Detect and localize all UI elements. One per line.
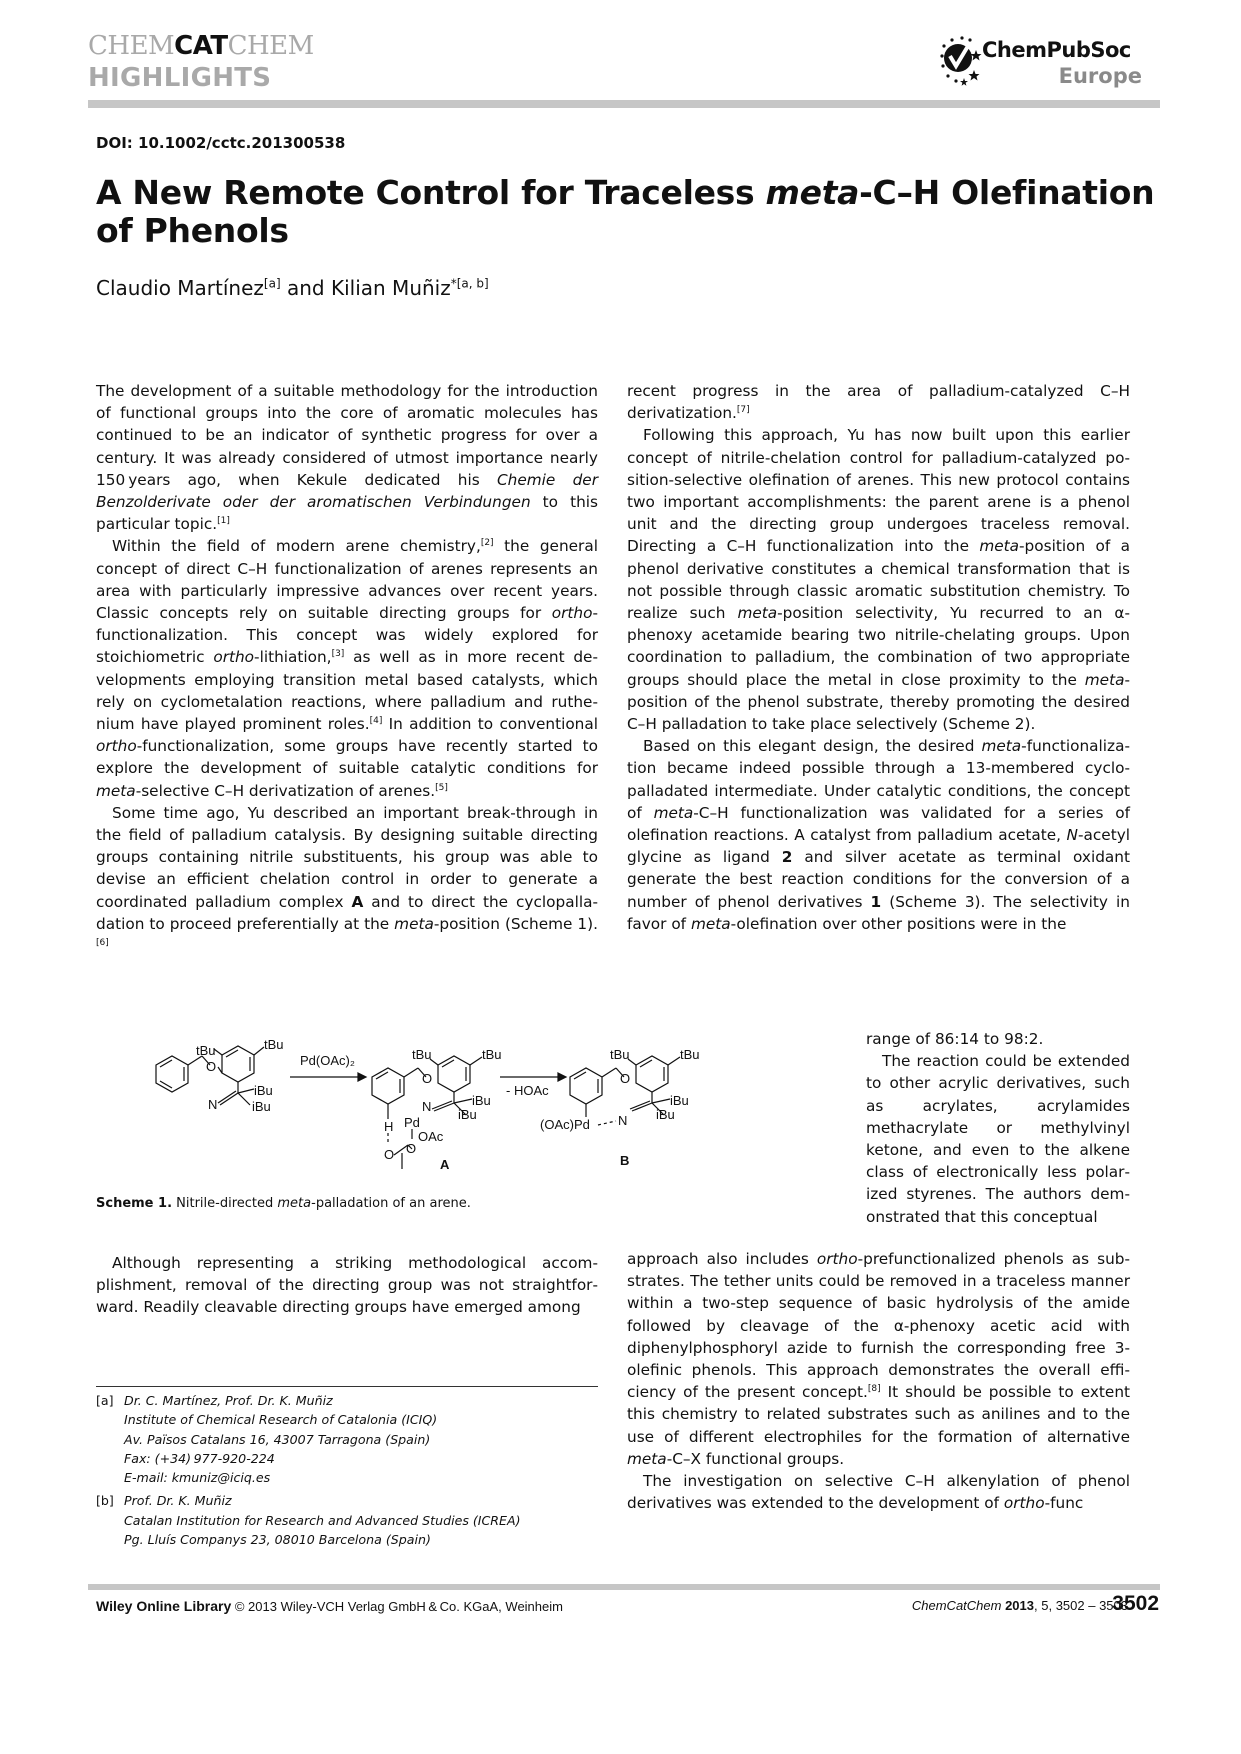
footnote-line: Dr. C. Martínez, Prof. Dr. K. Muñiz: [124, 1393, 333, 1408]
paragraph-r3-end: range of 86:14 to 98:2.: [866, 1030, 1044, 1048]
svg-text:N: N: [618, 1113, 628, 1128]
right-column: [627, 380, 1130, 935]
paragraph-1: [96, 380, 598, 535]
italic-term: ortho: [816, 1250, 858, 1268]
author-2: Kilian Muñiz: [330, 276, 451, 300]
chempubsoc-logo: [940, 34, 1160, 90]
svg-text:tBu: tBu: [482, 1047, 502, 1062]
text: -prefunctionalized phenols as substrates. The tether units could be removed in a traceless manner within a two-step sequence of basic hydrolysis of the amide followed by cleavage of the α-phenoxy acetic acid with diphenylphosphoryl azide to furnish the corresponding free 3-olefinic phenols. This approach demonstrates the overall efficiency of the present concept.: [627, 1250, 1130, 1402]
footnote-line: Catalan Institution for Research and Advanced Studies (ICREA): [124, 1512, 521, 1528]
text: Following this approach, Yu has now built upon this earlier concept of nitrile-chelation control for palladium-catalyzed position-selective olefination of arenes. This new protocol contains two important accomplishments: the parent arene is a phenol unit and the directing group undergoes traceless removal. Directing a C–H functionalization into the: [627, 426, 1130, 556]
text: approach also includes: [627, 1250, 817, 1268]
book-title: Chemie der Benzolderivate oder der aromatischen Verbindungen: [96, 470, 599, 512]
paragraph-2: [96, 535, 598, 801]
author-1-affiliation: [a]: [263, 276, 281, 291]
copyright-text: © 2013 Wiley-VCH Verlag GmbH & Co. KGaA, Weinheim: [231, 1599, 563, 1614]
logo-text-europe: Europe: [1058, 64, 1142, 88]
text: -functionalization. This concept was widely explored for stoichiometric: [96, 604, 598, 667]
label-tbu: tBu: [264, 1037, 284, 1052]
header-divider: [88, 100, 1160, 108]
svg-text:O: O: [422, 1071, 433, 1086]
volume-pages: , 5, 3502 – 3503: [1034, 1598, 1128, 1613]
compound-A-label: A: [440, 1157, 450, 1172]
reaction-scheme: [150, 1035, 790, 1185]
journal-suffix: CHEM: [227, 31, 314, 61]
paragraph-r1: [627, 380, 1130, 424]
svg-text:H: H: [384, 1119, 394, 1134]
page-number: 3502: [1112, 1592, 1159, 1615]
compound-number: 2: [781, 848, 793, 867]
text: The development of a suitable methodology for the introduction of functional groups into the core of aromatic molecules has continued to be an indicator of synthetic progress for over a century. It was already considered of utmost importance nearly 150 years ago, when Kekule dedicated his: [96, 382, 598, 489]
text: -position (Scheme 1).: [433, 914, 598, 933]
text: -func: [1044, 1494, 1084, 1513]
text: Some time ago, Yu described an important break-through in the field of palladium catalysis. By designing suitable directing groups containing nitrile substituents, his group was able to devise an efficient chelation control in order to generate a coordinated palladium complex: [96, 803, 598, 911]
italic-term: meta: [627, 1449, 667, 1468]
text: (Scheme 3). The selectivity in favor of: [627, 892, 1130, 933]
italic-term: meta: [653, 803, 694, 822]
paragraph-3: [96, 802, 598, 957]
byproduct-label: - HOAc: [506, 1083, 549, 1098]
paragraph-r4-start: The reaction could be extended to other acrylic derivatives, such as acrylates, acrylamides methacrylate or methylvinyl ketone, and even to the alkene class of electronically less polarized styrenes. The authors demonstrated that this conceptual: [866, 1052, 1130, 1226]
text: -C–H functionalization was validated for a series of olefination reactions. A catalyst from palladium acetate,: [627, 803, 1131, 845]
title-part2: -C–H Olefination of Phenols: [96, 173, 1155, 250]
journal-abbrev: ChemCatChem: [911, 1598, 1002, 1613]
text: -palladation of an arene.: [311, 1196, 471, 1211]
text: the general concept of direct C–H functionalization of arenes represents an area with particularly impressive advances over recent years. Classic concepts rely on suitable directing groups for: [96, 537, 598, 623]
reference-link[interactable]: [4]: [369, 716, 383, 727]
italic-term: meta: [277, 1196, 312, 1211]
footnote-line: Av. Països Catalans 16, 43007 Tarragona (Spain): [124, 1431, 431, 1447]
footnote-tag: [b]: [96, 1493, 114, 1509]
logo-text-chempubsoc: ChemPubSoc: [982, 38, 1131, 62]
footnote-email[interactable]: E-mail: kmuniz@iciq.es: [124, 1470, 271, 1486]
svg-text:iBu: iBu: [656, 1107, 675, 1122]
title-part1: A New Remote Control for Traceless: [96, 173, 766, 212]
svg-text:tBu: tBu: [412, 1047, 432, 1062]
scheme-1-caption: [96, 1196, 471, 1211]
author-list: [96, 276, 489, 300]
scheme-1-figure: [150, 1035, 790, 1185]
svg-text:N: N: [208, 1097, 218, 1112]
text: Nitrile-directed: [172, 1196, 278, 1211]
svg-text:O: O: [406, 1141, 417, 1156]
italic-term: N: [1066, 826, 1078, 845]
svg-text:O: O: [384, 1147, 395, 1162]
svg-text:tBu: tBu: [680, 1047, 700, 1062]
text: -functionalization, some groups have recently started to explore the development of suitable catalytic conditions for: [96, 737, 598, 778]
right-column-lower: [627, 1248, 1130, 1514]
italic-term: ortho: [213, 648, 255, 667]
reference-link[interactable]: [5]: [435, 782, 448, 793]
italic-term: meta: [1084, 670, 1125, 689]
footnote-line: Institute of Chemical Research of Catalonia (ICIQ): [124, 1412, 438, 1428]
svg-text:iBu: iBu: [254, 1083, 273, 1098]
text: The investigation on selective C–H alkenylation of phenol derivatives was extended to the development of: [627, 1472, 1130, 1513]
text: as well as in more recent developments employing transition metal based catalysts, which rely on cyclometalation reactions, where palladium and ruthenium have played prominent roles.: [96, 648, 598, 734]
text: -olefination over other positions were in the: [730, 914, 1067, 933]
doi: DOI: 10.1002/cctc.201300538: [96, 134, 346, 152]
footnote-line: Prof. Dr. K. Muñiz: [124, 1493, 232, 1509]
text: In addition to conventional: [382, 715, 598, 734]
footer-divider: [88, 1584, 1160, 1590]
text: -acetyl glycine as ligand: [627, 826, 1130, 867]
text: and silver acetate as terminal oxidant generate the best reaction conditions for the conversion of a number of phenol derivatives: [627, 848, 1130, 911]
footer-citation: [912, 1598, 1128, 1613]
svg-text:iBu: iBu: [252, 1099, 271, 1114]
label-tbu: tBu: [196, 1043, 216, 1058]
footnote-b: [96, 1491, 616, 1549]
reference-link[interactable]: [7]: [736, 405, 750, 416]
reagent-label: Pd(OAc)₂: [300, 1053, 355, 1068]
italic-term: meta: [96, 781, 136, 800]
text: -position of a phenol derivative constitutes a chemical transformation that is not possible through classic aromatic substitution chemistry. To realize such: [627, 537, 1130, 623]
svg-text:O: O: [620, 1071, 631, 1086]
svg-text:OAc: OAc: [418, 1129, 444, 1144]
text: and to direct the cyclopalladation to proceed preferentially at the: [96, 892, 598, 933]
footer-copyright: [96, 1598, 563, 1614]
text: -position selectivity, Yu recurred to an α-phenoxy acetamide bearing two nitrile-chelating groups. Upon coordination to palladium, the combination of two appropriate groups should place the metal in close proximity to the: [627, 604, 1130, 689]
article-title: [96, 174, 1156, 250]
footnote-line: Fax: (+34) 977-920-224: [124, 1450, 275, 1466]
paragraph-r5: [627, 1470, 1130, 1514]
text: -functionalization became indeed possible through a 13-membered cyclopalladated intermediate. Under catalytic conditions, the concept of: [627, 737, 1130, 822]
text: It should be possible to extent this chemistry to related substrates such as anilines and to the use of different electrophiles for the formation of alternative: [627, 1383, 1131, 1446]
text: to this particular topic.: [96, 493, 598, 534]
reference-link[interactable]: [8]: [867, 1384, 881, 1395]
text: -lithiation,: [254, 648, 332, 667]
text: Within the field of modern arene chemistry,: [112, 537, 481, 556]
text: recent progress in the area of palladium-catalyzed C–H derivatization.: [627, 382, 1130, 423]
svg-text:N: N: [422, 1099, 432, 1114]
text: -position of the phenol substrate, thereby promoting the desired C–H palladation to take place selectively (Scheme 2).: [627, 670, 1130, 734]
year: 2013: [1001, 1598, 1035, 1613]
compound-B-label: B: [620, 1153, 630, 1168]
journal-cat: CAT: [174, 31, 228, 61]
author-1: Claudio Martínez: [96, 276, 264, 300]
italic-term: meta: [690, 914, 731, 933]
svg-text:tBu: tBu: [610, 1047, 630, 1062]
svg-text:O: O: [206, 1059, 217, 1074]
section-label: HIGHLIGHTS: [88, 63, 272, 93]
italic-term: ortho: [551, 604, 593, 623]
italic-term: meta: [394, 914, 434, 933]
paragraph-r2: [627, 424, 1130, 735]
text: Based on this elegant design, the desired: [643, 737, 982, 756]
right-column-wrap: [866, 1028, 1130, 1228]
svg-text:iBu: iBu: [670, 1093, 689, 1108]
svg-text:iBu: iBu: [472, 1093, 491, 1108]
compound-label: A: [351, 892, 364, 911]
paragraph-r3: [627, 735, 1130, 935]
left-column-lower: [96, 1252, 598, 1319]
italic-term: ortho: [96, 737, 137, 756]
reference-link[interactable]: [2]: [480, 538, 494, 549]
reference-link[interactable]: [3]: [331, 649, 345, 660]
svg-text:Pd: Pd: [404, 1115, 420, 1130]
italic-term: meta: [981, 737, 1022, 756]
check-star-ring-icon: [940, 34, 984, 90]
svg-text:(OAc)Pd: (OAc)Pd: [540, 1117, 590, 1132]
wiley-online-library-link[interactable]: Wiley Online Library: [96, 1598, 232, 1614]
journal-name: [88, 32, 314, 60]
author-2-affiliation: *[a, b]: [450, 276, 489, 291]
title-italic: meta: [765, 173, 860, 212]
footnote-tag: [a]: [96, 1393, 114, 1408]
reference-link[interactable]: [6]: [96, 938, 109, 949]
author-conj: and: [280, 276, 331, 300]
footnote-line: Pg. Lluís Companys 23, 08010 Barcelona (Spain): [124, 1532, 431, 1548]
paragraph-4: Although representing a striking methodological accomplishment, removal of the directing group was not straightforward. Readily cleavable directing groups have emerged among: [96, 1254, 598, 1317]
caption-label: Scheme 1.: [96, 1196, 173, 1211]
italic-term: ortho: [1003, 1494, 1045, 1513]
footnote-a: [96, 1391, 616, 1487]
journal-prefix: CHEM: [88, 31, 175, 61]
italic-term: meta: [979, 537, 1020, 556]
paragraph-r4-cont: [627, 1248, 1130, 1470]
reference-link[interactable]: [1]: [217, 516, 230, 527]
left-column: [96, 380, 598, 957]
footnote-divider: [96, 1386, 598, 1387]
compound-number: 1: [870, 892, 882, 911]
affiliation-footnotes: [96, 1391, 616, 1549]
svg-text:iBu: iBu: [458, 1107, 477, 1122]
italic-term: meta: [737, 604, 778, 623]
text: -selective C–H derivatization of arenes.: [135, 781, 436, 800]
text: -C–X functional groups.: [666, 1449, 845, 1468]
